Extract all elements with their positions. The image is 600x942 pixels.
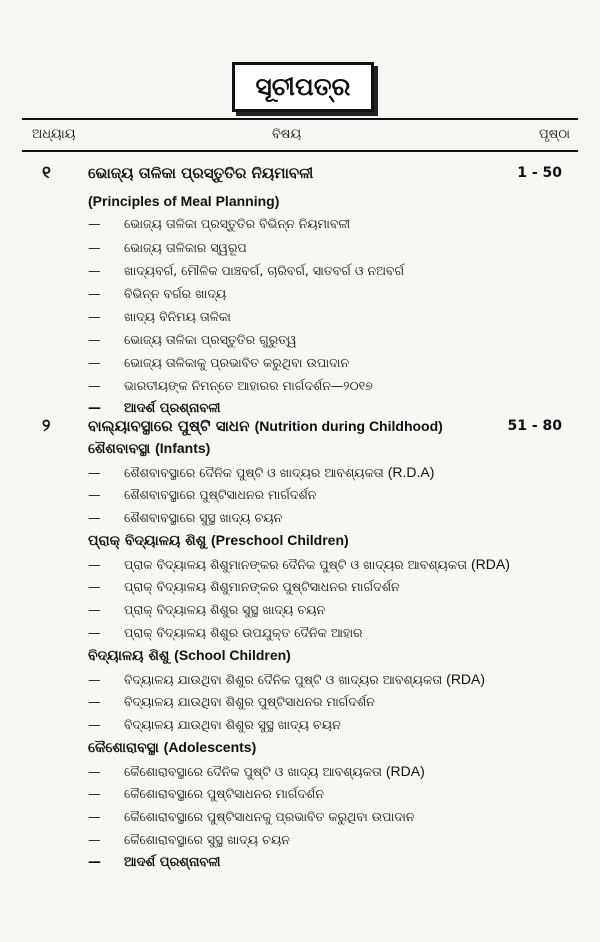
list-item: — ଭୋଜ୍ୟ ତାଳିକାର ସ୍ୱରୂପ [88,240,247,255]
list-item: — ବିଦ୍ୟାଳୟ ଯାଉଥିବା ଶିଶୁର ପୁଷ୍ଟିସାଧନର ମାର୍ଗଦର୍ଶନ [88,694,375,709]
chapter-1-title: ଭୋଜ୍ୟ ତାଳିକା ପ୍ରସ୍ତୁତିର ନିୟମାବଳୀ [88,164,314,182]
list-item: — ଶୈଶବାବସ୍ଥାରେ ସୁସ୍ଥ ଖାଦ୍ୟ ଚୟନ [88,510,283,525]
list-item: — କୈଶୋରାବସ୍ଥାରେ ପୁଷ୍ଟିସାଧନର ମାର୍ଗଦର୍ଶନ [88,786,324,801]
list-item: — ଶୈଶବାବସ୍ଥାରେ ପୁଷ୍ଟିସାଧନର ମାର୍ଗଦର୍ଶନ [88,487,317,502]
list-item: — ପ୍ରାକ୍ ବିଦ୍ୟାଳୟ ଶିଶୁର ଉପଯୁକ୍ତ ଦୈନିକ ଆହାର [88,625,363,640]
list-item: — ପ୍ରାକ୍ ବିଦ୍ୟାଳୟ ଶିଶୁର ସୁସ୍ଥ ଖାଦ୍ୟ ଚୟନ [88,602,326,617]
list-item: — ଭୋଜ୍ୟ ତାଳିକା ପ୍ରସ୍ତୁତିର ଗୁରୁତ୍ୱ [88,332,297,347]
list-item: — କୈଶୋରାବସ୍ଥାରେ ସୁସ୍ଥ ଖାଦ୍ୟ ଚୟନ [88,832,290,847]
list-item: — କୈଶୋରାବସ୍ଥାରେ ପୁଷ୍ଟିସାଧନକୁ ପ୍ରଭାବିତ କରୁଥିବା ଉପାଦାନ [88,809,415,824]
list-item: — କୈଶୋରାବସ୍ଥାରେ ଦୈନିକ ପୁଷ୍ଟି ଓ ଖାଦ୍ୟ ଆବଶ୍ୟକତା (RDA) [88,763,425,779]
header-chapter: ଅଧ୍ୟାୟ [32,127,76,142]
header-page: ପୃଷ୍ଠା [539,127,570,142]
list-item: — ଭୋଜ୍ୟ ତାଳିକାକୁ ପ୍ରଭାବିତ କରୁଥିବା ଉପାଦାନ [88,355,350,370]
list-item: — ଭୋଜ୍ୟ ତାଳିକା ପ୍ରସ୍ତୁତିର ବିଭିନ୍ନ ନିୟମାବଳୀ [88,216,351,231]
list-item: — ପ୍ରାକ୍ ବିଦ୍ୟାଳୟ ଶିଶୁମାନଙ୍କର ପୁଷ୍ଟିସାଧନର ମାର୍ଗଦର୍ଶନ [88,579,400,594]
list-item: — ଖାଦ୍ୟବର୍ଗ, ମୌଳିକ ପାଞ୍ଚବର୍ଗ, ଚାରିବର୍ଗ, ସାତବର୍ଗ ଓ ନଅବର୍ଗ [88,263,405,278]
list-item: — ଶୈଶବାବସ୍ଥାରେ ଦୈନିକ ପୁଷ୍ଟି ଓ ଖାଦ୍ୟର ଆବଶ୍ୟକତା (R.D.A) [88,464,435,480]
list-item: — ଭାରତୀୟଙ୍କ ନିମନ୍ତେ ଆହାରର ମାର୍ଗଦର୍ଶନ—୨୦୧୭ [88,378,373,393]
section-heading: ପ୍ରାକ୍ ବିଦ୍ୟାଳୟ ଶିଶୁ (Preschool Children) [88,532,349,549]
section-heading: ଶୈଶବାବସ୍ଥା (Infants) [88,440,211,457]
chapter-1-pages: 1 - 50 [517,165,562,181]
section-heading: ବିଦ୍ୟାଳୟ ଶିଶୁ (School Children) [88,647,291,664]
toc-header [22,118,578,152]
list-item: — ବିଦ୍ୟାଳୟ ଯାଉଥିବା ଶିଶୁର ସୁସ୍ଥ ଖାଦ୍ୟ ଚୟନ [88,717,341,732]
list-item: — ପ୍ରାକ ବିଦ୍ୟାଳୟ ଶିଶୁମାନଙ୍କର ଦୈନିକ ପୁଷ୍ଟି ଓ ଖାଦ୍ୟର ଆବଶ୍ୟକତା (RDA) [88,556,510,572]
chapter-2-number: ୨ [42,416,51,436]
list-item: — ଆଦର୍ଶ ପ୍ରଶ୍ନାବଳୀ [88,401,221,416]
chapter-2-pages: 51 - 80 [507,418,562,434]
list-item: — ବିଦ୍ୟାଳୟ ଯାଉଥିବା ଶିଶୁର ଦୈନିକ ପୁଷ୍ଟି ଓ ଖାଦ୍ୟର ଆବଶ୍ୟକତା (RDA) [88,671,486,687]
chapter-1-number: ୧ [42,163,51,183]
list-item: — ଆଦର୍ଶ ପ୍ରଶ୍ନାବଳୀ [88,855,221,870]
chapter-2-title: ବାଲ୍ୟାବସ୍ଥାରେ ପୁଷ୍ଟି ସାଧନ (Nutrition during Childhood) [88,417,443,435]
chapter-1-english-title: (Principles of Meal Planning) [88,193,280,209]
list-item: — ଖାଦ୍ୟ ବିନିମୟ ତାଳିକା [88,309,231,324]
list-item: — ବିଭିନ୍ନ ବର୍ଗର ଖାଦ୍ୟ [88,286,227,301]
section-heading: କୈଶୋରାବସ୍ଥା (Adolescents) [88,739,257,756]
page-title: ସୂଚୀପତ୍ର [232,62,374,112]
header-subject: ବିଷୟ [272,127,302,142]
